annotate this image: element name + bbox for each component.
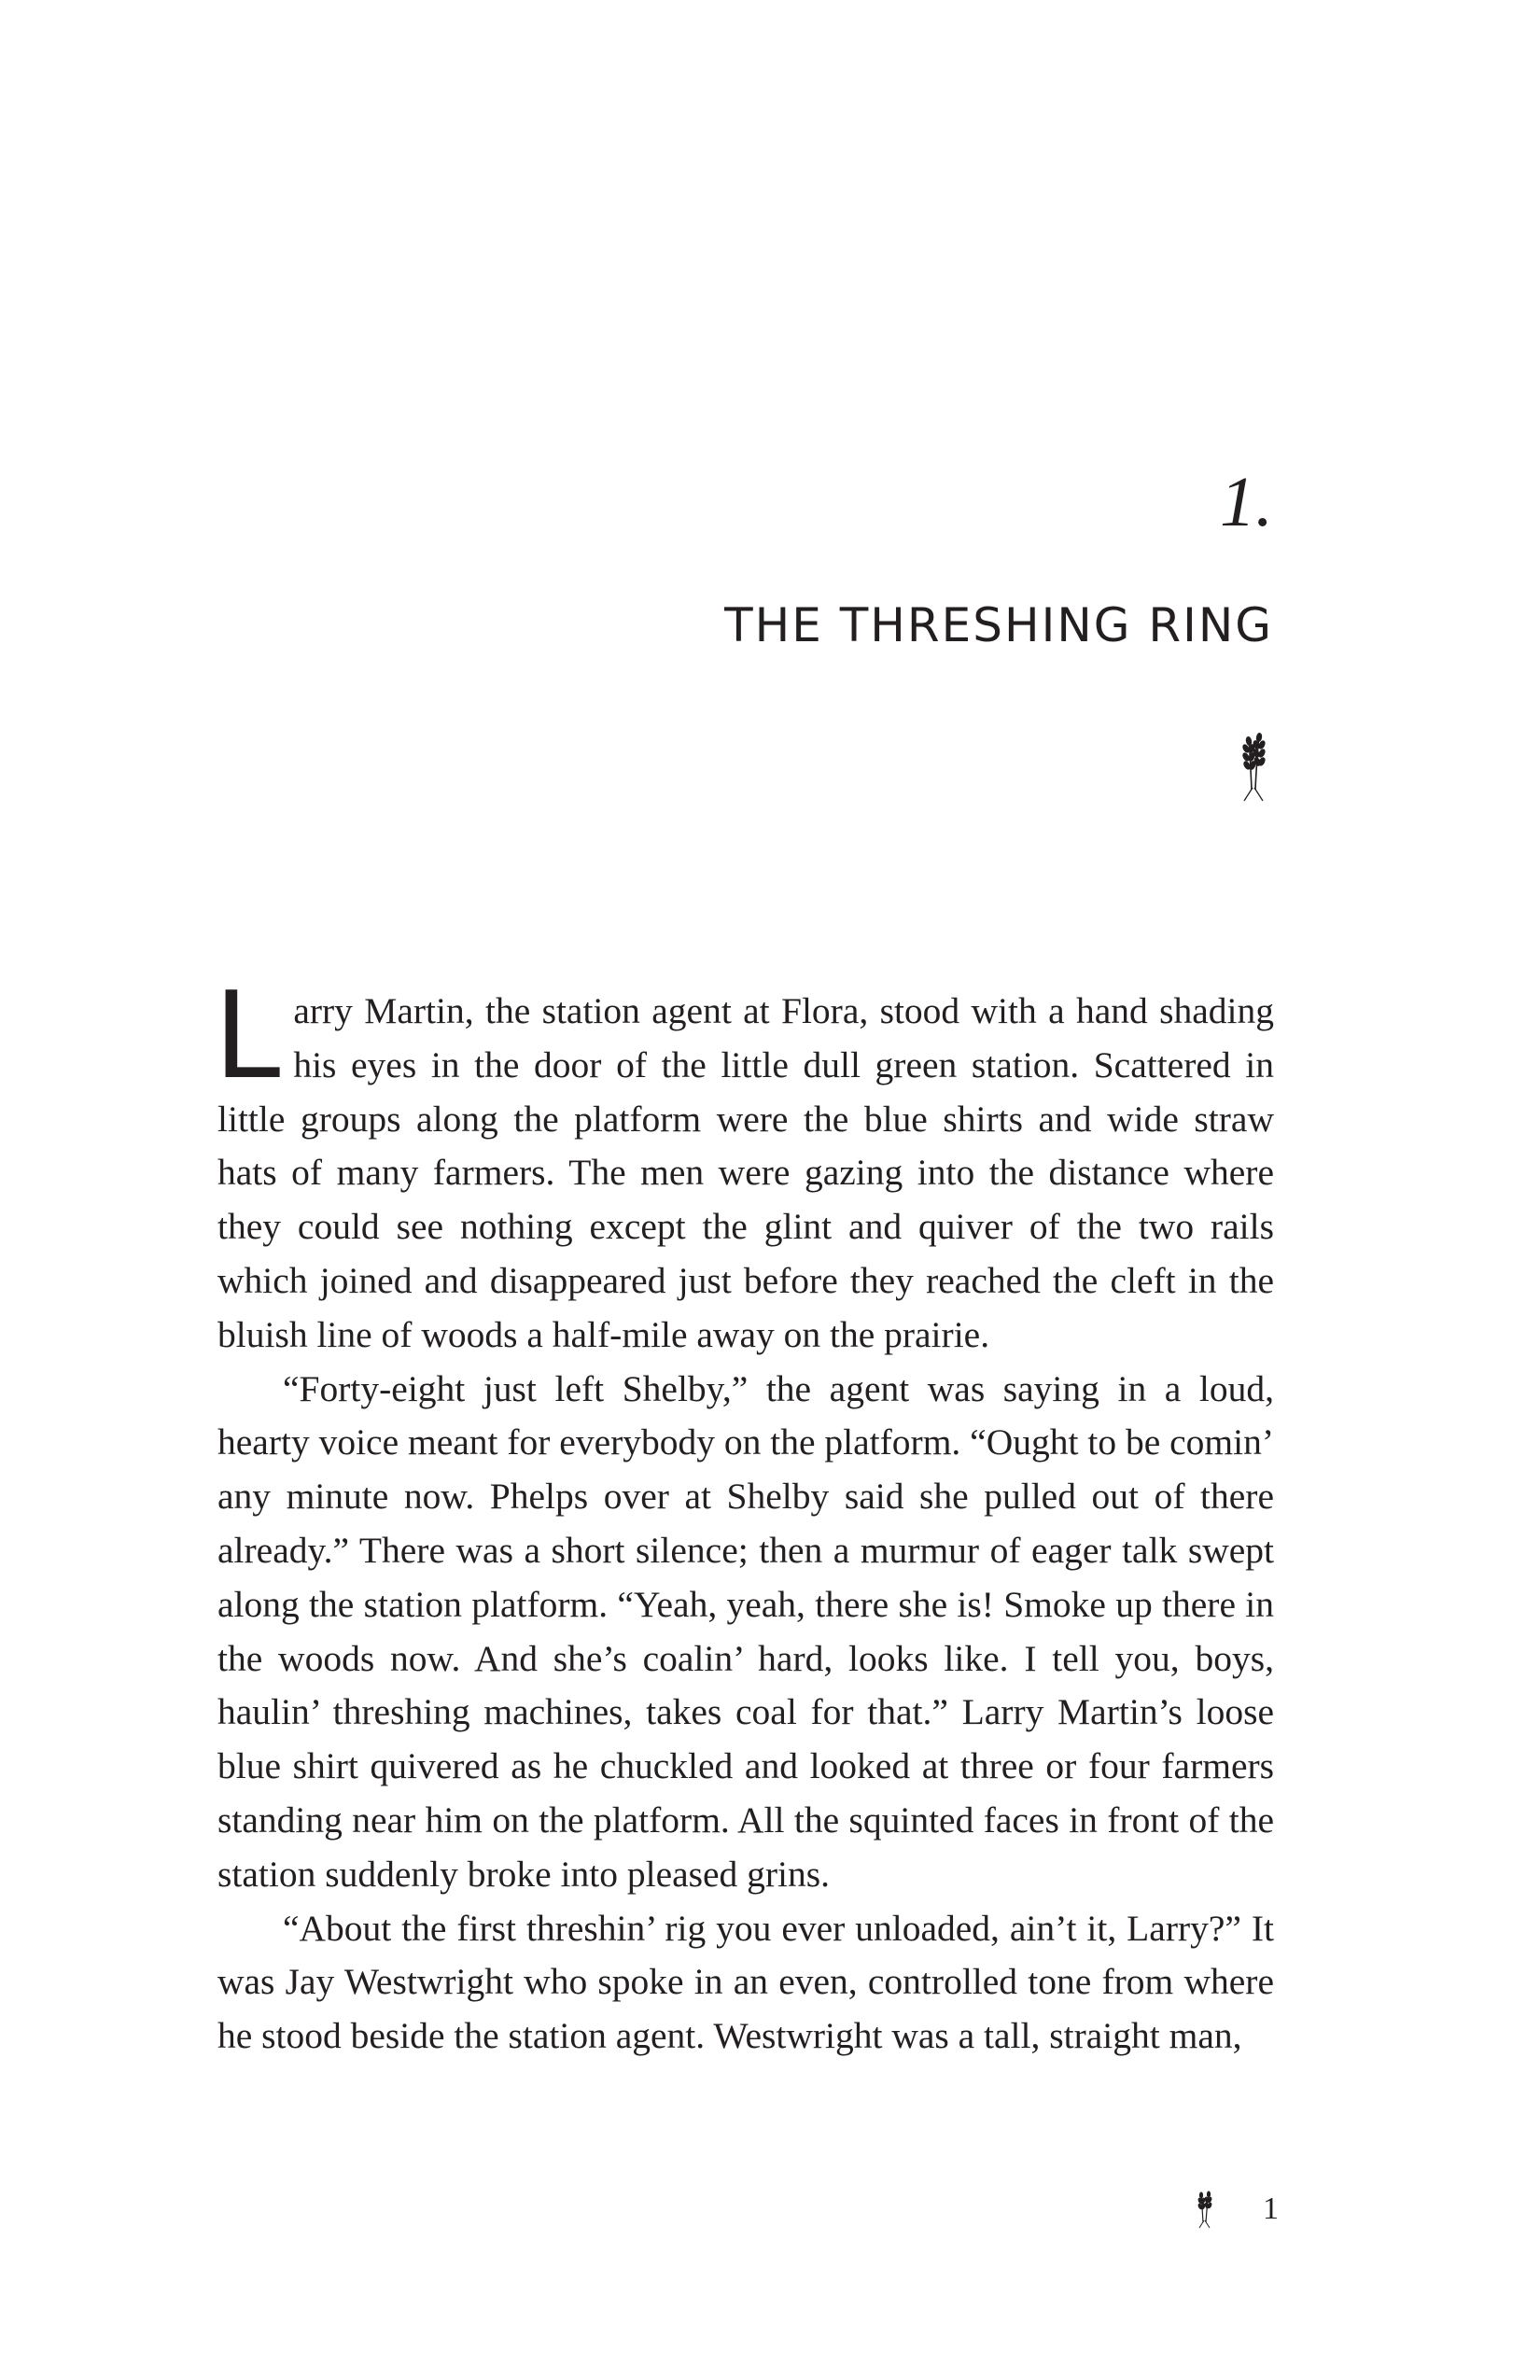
chapter-title: THE THRESHING RING <box>724 598 1273 652</box>
wheat-icon <box>1195 2189 1215 2230</box>
chapter-number: 1. <box>1220 463 1273 541</box>
drop-cap: L <box>214 967 281 1106</box>
chapter-body <box>214 967 1274 2064</box>
paragraph: “Forty-eight just left Shelby,” the agent was saying in a loud, hearty voice meant for everybody on the platform. “Ought to be comin’ any minute now. Phelps over at Shelby said she pulled out of there already.” There was a short silence; then a murmur of eager talk swept along the station platform. “Yeah, yeah, there she is! Smoke up there in the woods now. And she’s coalin’ hard, looks like. I tell you, boys, haulin’ threshing machines, takes coal for that.” Larry Martin’s loose blue shirt quivered as he chuckled and looked at three or four farmers standing near him on the platform. All the squinted faces in front of the station suddenly broke into pleased grins. <box>217 1367 1274 1895</box>
paragraph-text: arry Martin, the station agent at Flora, stood with a hand shading his eyes in the door of the little dull green station. Scattered in little groups along the platform were the blue shirts and wide straw hats of many farmers. The men were gazing into the distance where they could see nothing except the glint and quiver of the two rails which joined and disappeared just before they reached the cleft in the bluish line of woods a half-mile away on the prairie. <box>217 990 1274 1355</box>
paragraph <box>214 967 1274 1363</box>
wheat-icon <box>1237 730 1274 805</box>
page-number: 1 <box>1263 2191 1279 2226</box>
page-footer <box>1195 2189 1279 2235</box>
paragraph: “About the first threshin’ rig you ever unloaded, ain’t it, Larry?” It was Jay Westwright who spoke in an even, controlled tone from where he stood beside the station agent. Westwright was a tall, straight man, <box>217 1907 1274 2057</box>
